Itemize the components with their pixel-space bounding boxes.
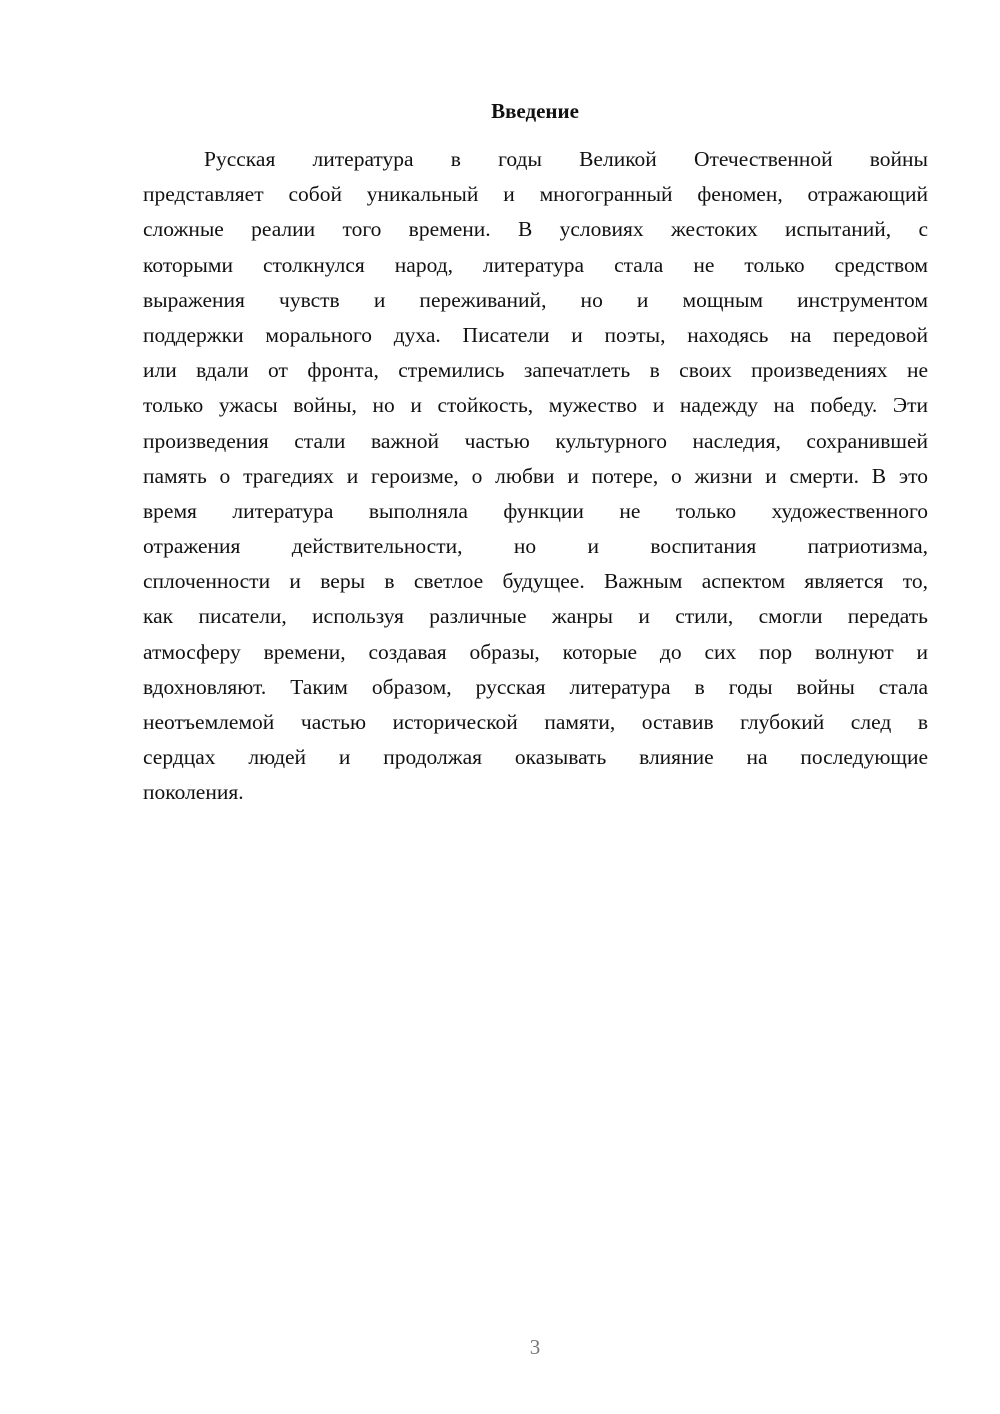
paragraph-line: неотъемлемой частью исторической памяти, оставив глубокий след в xyxy=(143,710,928,734)
page-number: 3 xyxy=(529,1335,541,1359)
paragraph-line: отражения действительности, но и воспитания патриотизма, xyxy=(143,534,928,559)
paragraph-line: выражения чувств и переживаний, но и мощным инструментом xyxy=(143,287,928,312)
paragraph-line: память о трагедиях и героизме, о любви и потере, о жизни и смерти. В это xyxy=(143,463,928,488)
paragraph-line: поколения. xyxy=(143,780,244,805)
paragraph-line: сердцах людей и продолжая оказывать влияние на последующие xyxy=(143,745,928,770)
paragraph-line: время литература выполняла функции не только художественного xyxy=(143,498,928,523)
paragraph-line: или вдали от фронта, стремились запечатлеть в своих произведениях не xyxy=(143,358,928,383)
paragraph-line: атмосферу времени, создавая образы, которые до сих пор волнуют и xyxy=(143,639,928,664)
introduction-paragraph xyxy=(143,142,928,811)
paragraph-line: сложные реалии того времени. В условиях жестоких испытаний, с xyxy=(143,217,928,242)
section-heading: Введение xyxy=(491,99,579,123)
paragraph-line: Русская литература в годы Великой Отечественной войны xyxy=(204,147,928,171)
paragraph-line: представляет собой уникальный и многогранный феномен, отражающий xyxy=(143,182,928,207)
paragraph-line: вдохновляют. Таким образом, русская литература в годы войны стала xyxy=(143,674,928,699)
paragraph-line: которыми столкнулся народ, литература стала не только средством xyxy=(143,252,928,277)
paragraph-line: только ужасы войны, но и стойкость, мужество и надежду на победу. Эти xyxy=(143,393,928,418)
paragraph-line: как писатели, используя различные жанры и стили, смогли передать xyxy=(143,604,928,629)
paragraph-line: произведения стали важной частью культурного наследия, сохранившей xyxy=(143,428,928,453)
paragraph-line: сплоченности и веры в светлое будущее. Важным аспектом является то, xyxy=(143,569,928,594)
paragraph-line: поддержки морального духа. Писатели и поэты, находясь на передовой xyxy=(143,322,928,347)
